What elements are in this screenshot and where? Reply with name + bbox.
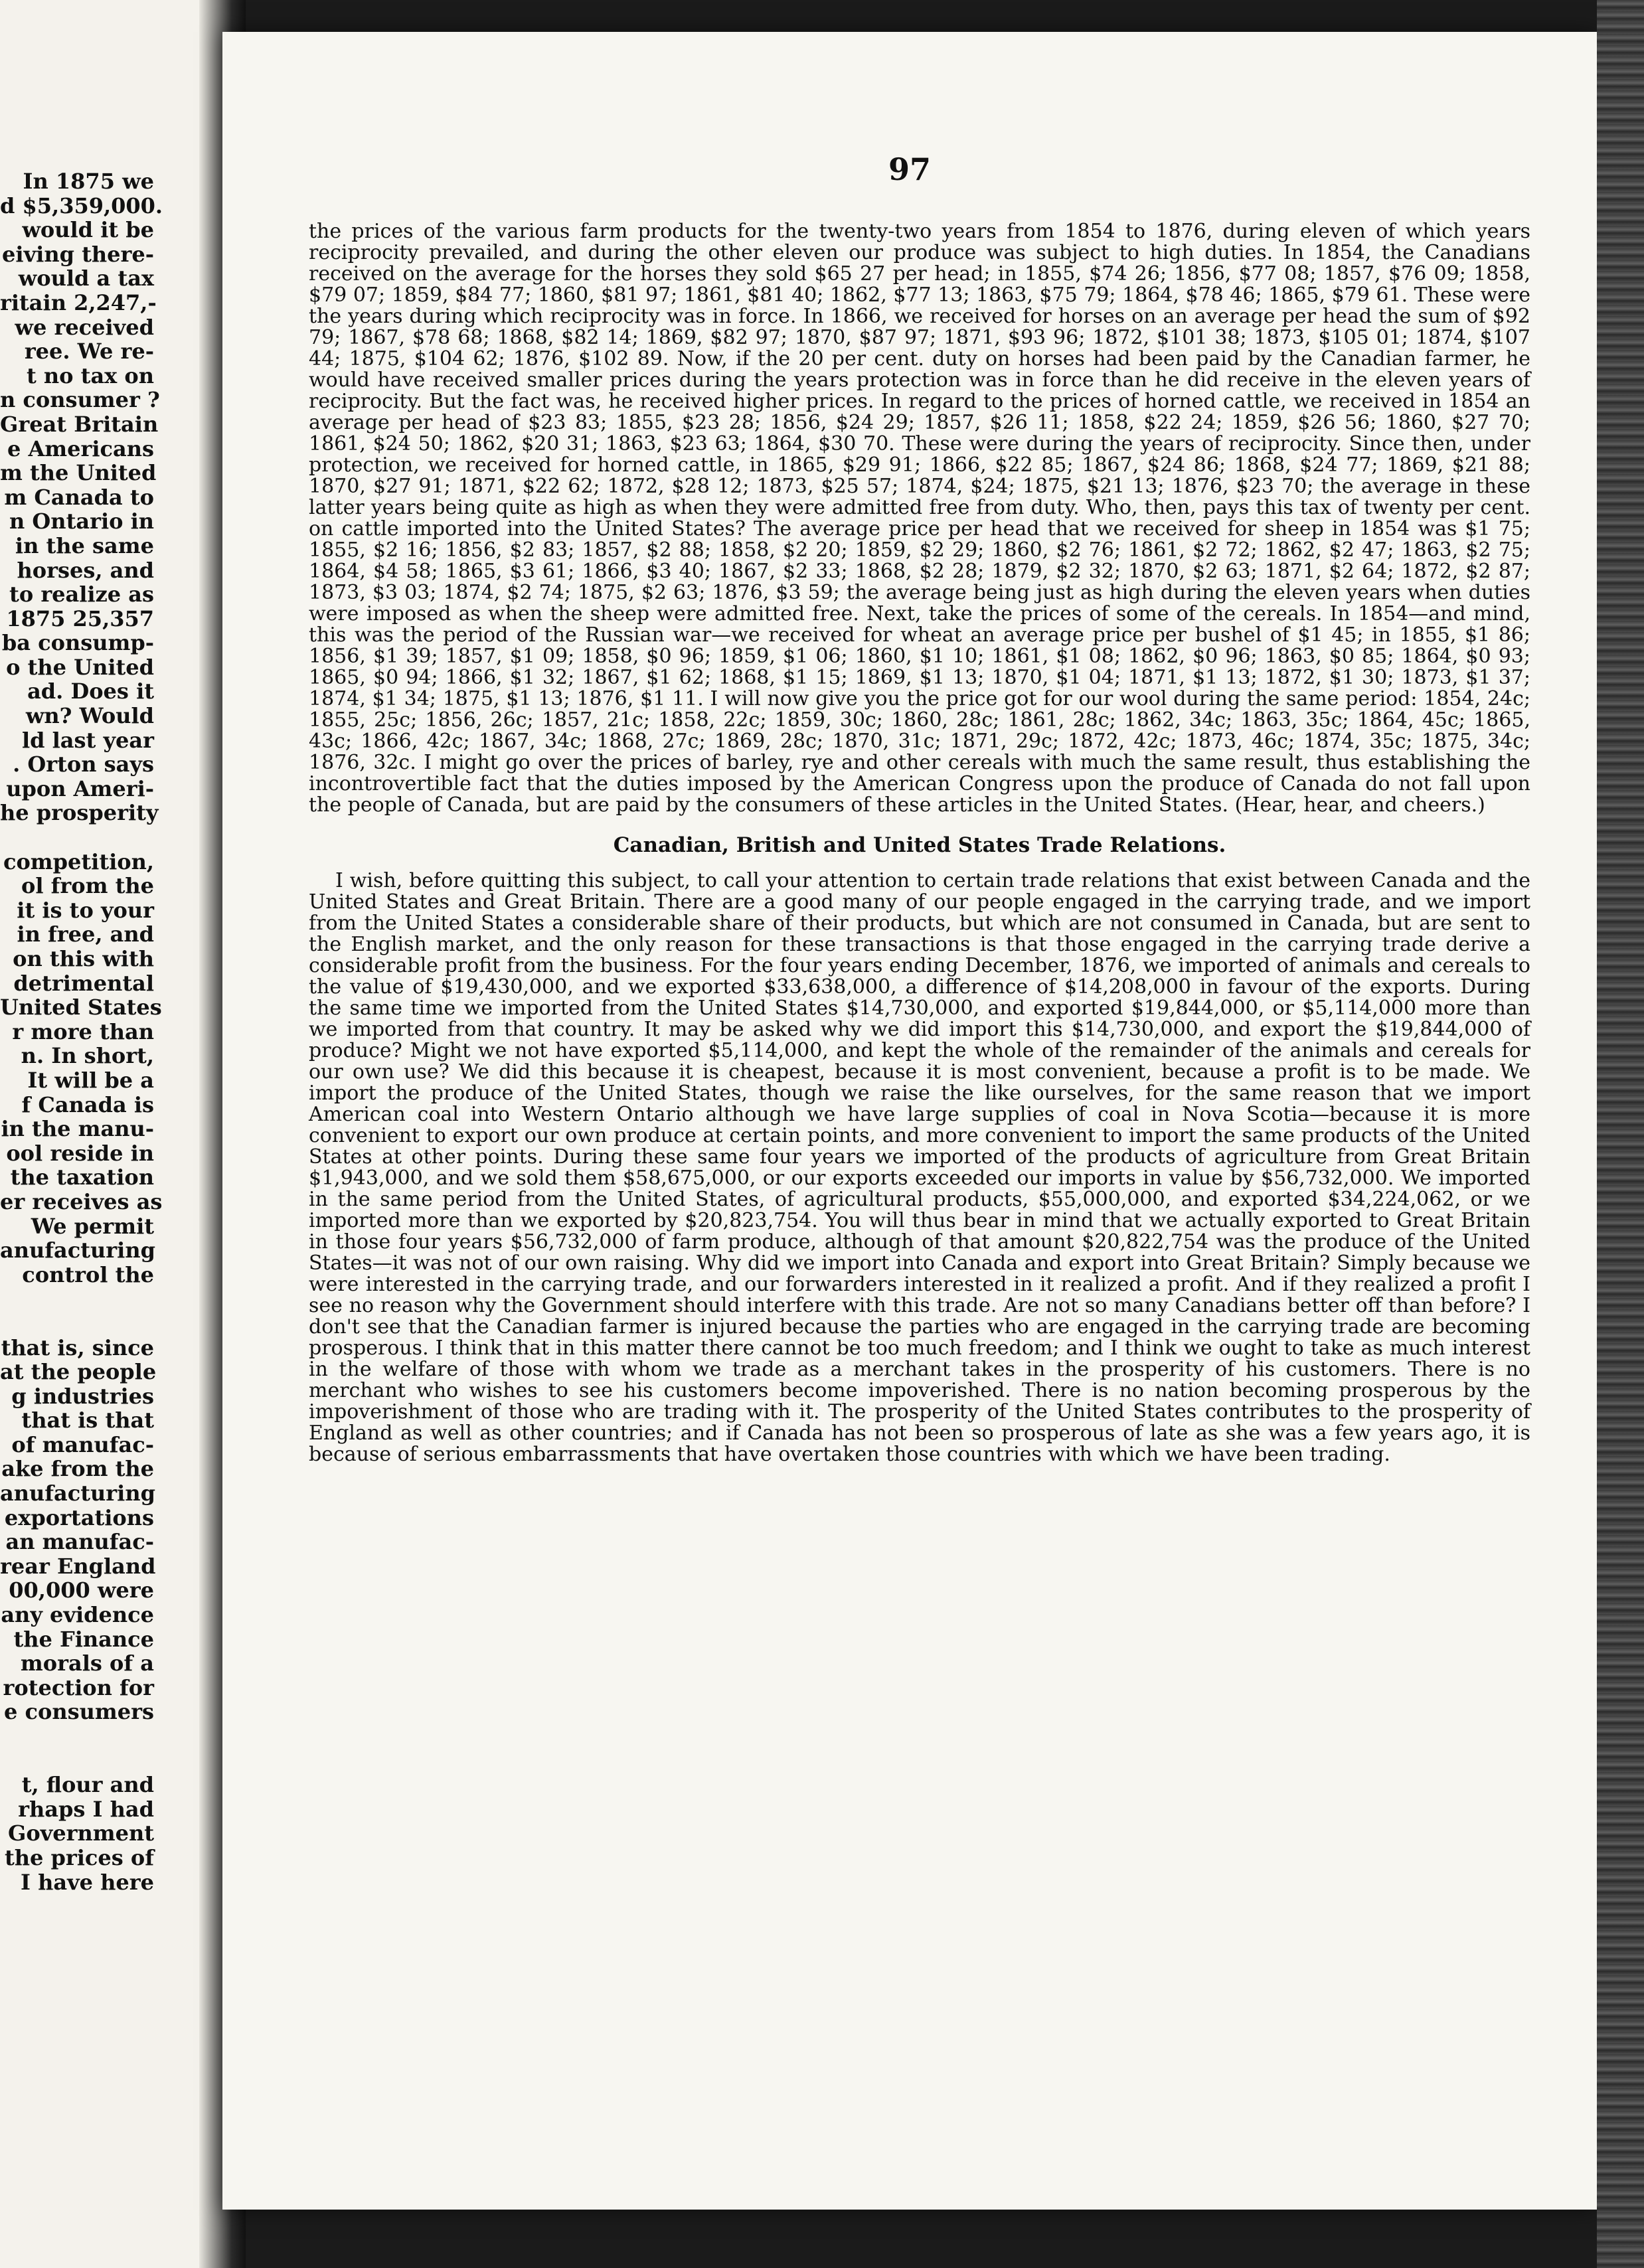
adjacent-page-line: rhaps I had — [18, 1796, 154, 1822]
adjacent-page-line: he prosperity — [0, 800, 159, 826]
adjacent-page-line: ritain 2,247,- — [0, 289, 157, 315]
adjacent-page-line: n Ontario in — [9, 509, 154, 534]
line-gap — [0, 1749, 154, 1773]
adjacent-page-line: ool reside in — [6, 1140, 154, 1166]
section-heading: Canadian, British and United States Trade Relations. — [613, 833, 1226, 857]
adjacent-page-line: that is that — [21, 1408, 154, 1433]
adjacent-page-fragment — [0, 0, 222, 2268]
adjacent-page-line: m Canada to — [4, 484, 154, 510]
adjacent-page-line: r more than — [12, 1018, 154, 1044]
paragraph-farm-prices: the prices of the various farm products for the twenty-two years from 1854 to 1876, during eleven of which years reciprocity prevailed, and during the other eleven our produce was subject to high duties. In 1854, the Canadians received on the average for the horses they sold $65 27 per head; in 1855, $74 26; 1856, $77 08; 1857, $76 09; 1858, $79 07; 1859, $84 77; 1860, $81 97; 1861, $81 40; 1862, $77 13; 1863, $75 79; 1864, $78 46; 1865, $79 61. These were the years during which reciprocity was in force. In 1866, we received for horses on an average per head the sum of $92 79; 1867, $78 68; 1868, $82 14; 1869, $82 97; 1870, $87 97; 1871, $93 96; 1872, $101 38; 1873, $105 01; 1874, $107 44; 1875, $104 62; 1876, $102 89. Now, if the 20 per cent. duty on horses had been paid by the Canadian farmer, he would have received smaller prices during the years protection was in force than he did receive in the eleven years of reciprocity. But the fact was, he received higher prices. In regard to the prices of horned cattle, we received in 1854 an average per head of $23 83; 1855, $23 28; 1856, $24 29; 1857, $26 11; 1858, $22 24; 1859, $26 56; 1860, $27 70; 1861, $24 50; 1862, $20 31; 1863, $23 63; 1864, $30 70. These were during the years of reciprocity. Since then, under protection, we received for horned cattle, in 1865, $29 91; 1866, $22 85; 1867, $24 86; 1868, $24 77; 1869, $21 88; 1870, $27 91; 1871, $22 62; 1872, $28 12; 1873, $25 57; 1874, $24; 1875, $21 13; 1876, $23 70; the average in these latter years being quite as high as when they were admitted free from duty. Who, then, pays this tax of twenty per cent. on cattle imported into the United States? The average price per head that we received for sheep in 1854 was $1 75; 1855, $2 16; 1856, $2 83; 1857, $2 88; 1858, $2 20; 1859, $2 29; 1860, $2 76; 1861, $2 72; 1862, $2 47; 1863, $2 75; 1864, $4 58; 1865, $3 61; 1866, $3 40; 1867, $2 33; 1868, $2 28; 1879, $2 32; 1870, $2 63; 1871, $2 64; 1872, $2 87; 1873, $3 03; 1874, $2 74; 1875, $2 63; 1876, $3 59; the average being just as high during the eleven years when duties were imposed as when the sheep were admitted free. Next, take the prices of some of the cereals. In 1854—and mind, this was the period of the Russian war—we received for wheat an average price per bushel of $1 45; in 1855, $1 86; 1856, $1 39; 1857, $1 09; 1858, $0 96; 1859, $1 06; 1860, $1 10; 1861, $1 08; 1862, $0 96; 1863, $0 85; 1864, $0 93; 1865, $0 94; 1866, $1 32; 1867, $1 62; 1868, $1 15; 1869, $1 13; 1870, $1 04; 1871, $1 13; 1872, $1 30; 1873, $1 37; 1874, $1 34; 1875, $1 13; 1876, $1 11. I will now give you the price got for our wool during the same period: 1854, 24c; 1855, 25c; 1856, 26c; 1857, 21c; 1858, 22c; 1859, 30c; 1860, 28c; 1861, 28c; 1862, 34c; 1863, 35c; 1864, 45c; 1865, 43c; 1866, 42c; 1867, 34c; 1868, 27c; 1869, 28c; 1870, 31c; 1871, 29c; 1872, 42c; 1873, 46c; 1874, 35c; 1875, 34c; 1876, 32c. I might go over the prices of barley, rye and other cereals with much the same result, thus establishing the incontrovertible fact that the duties imposed by the American Congress upon the produce of Canada do not fall upon the people of Canada, but are paid by the consumers of these articles in the United States. (Hear, hear, and cheers.) — [309, 220, 1530, 817]
adjacent-page-line: n. In short, — [21, 1043, 154, 1069]
adjacent-page-line: on this with — [13, 946, 154, 971]
adjacent-page-line: to realize as — [9, 582, 154, 608]
adjacent-page-line: the taxation — [10, 1165, 154, 1190]
adjacent-page-line: it is to your — [17, 897, 154, 923]
adjacent-page-line: t no tax on — [26, 363, 154, 388]
adjacent-page-line: rotection for — [3, 1674, 154, 1700]
adjacent-page-line: the Finance — [13, 1626, 154, 1652]
adjacent-page-line: any evidence — [1, 1602, 154, 1628]
adjacent-page-line: ba consump- — [1, 630, 154, 656]
adjacent-page-line: m the United — [0, 460, 157, 486]
adjacent-page-line: at the people — [0, 1359, 157, 1385]
adjacent-page-line: ake from the — [1, 1456, 154, 1482]
adjacent-page-line: g industries — [11, 1383, 154, 1409]
adjacent-page-line: horses, and — [17, 557, 154, 583]
adjacent-page-line: o the United — [6, 654, 154, 680]
page-stack-edge — [1597, 0, 1644, 2268]
adjacent-page-text-column — [0, 169, 163, 1895]
adjacent-page-line: competition, — [3, 849, 154, 874]
adjacent-page-line: of manufac- — [11, 1431, 154, 1457]
adjacent-page-line: in free, and — [17, 922, 154, 947]
adjacent-page-line: morals of a — [20, 1651, 154, 1676]
adjacent-page-line: United States — [0, 995, 162, 1020]
adjacent-page-line: in the manu- — [1, 1116, 154, 1142]
adjacent-page-line: we received — [15, 314, 154, 340]
adjacent-page-line: would a tax — [18, 266, 154, 291]
adjacent-page-line: upon Ameri- — [6, 775, 154, 801]
page-number: 97 — [888, 151, 931, 187]
adjacent-page-line: ld last year — [21, 727, 154, 753]
adjacent-page-line: wn? Would — [25, 703, 154, 729]
adjacent-page-line: anufacturing — [0, 1238, 155, 1263]
adjacent-page-line: in the same — [15, 532, 154, 558]
adjacent-page-line: ree. We re- — [24, 339, 154, 364]
line-gap — [0, 825, 154, 850]
adjacent-page-line: exportations — [4, 1504, 154, 1530]
adjacent-page-line: It will be a — [27, 1067, 154, 1093]
adjacent-page-line: We permit — [31, 1213, 154, 1239]
document-page — [222, 32, 1597, 2210]
adjacent-page-line: that is, since — [1, 1335, 154, 1360]
adjacent-page-line: In 1875 we — [23, 169, 154, 194]
adjacent-page-line: . Orton says — [13, 752, 154, 777]
adjacent-page-line: Great Britain — [0, 411, 159, 437]
adjacent-page-line: d $5,359,000. — [0, 193, 163, 218]
adjacent-page-line: I have here — [20, 1869, 154, 1895]
adjacent-page-line: ol from the — [21, 873, 154, 899]
page-body — [309, 221, 1530, 1484]
adjacent-page-line: f Canada is — [21, 1092, 154, 1117]
adjacent-page-line: Government — [7, 1821, 154, 1846]
adjacent-page-line: 00,000 were — [9, 1578, 154, 1603]
adjacent-page-line: e Americans — [7, 436, 154, 461]
adjacent-page-line: ad. Does it — [27, 679, 154, 704]
paragraph-trade-relations: I wish, before quitting this subject, to call your attention to certain trade relations that exist between Canada and the United States and Great Britain. There are a good many of our people engaged in the carrying trade, and we import from the United States a considerable share of their products, but which are not consumed in Canada, but are sent to the English market, and the only reason for these transactions is that those engaged in the carrying trade derive a considerable profit from the business. For the four years ending December, 1876, we imported of animals and cereals to the value of $19,430,000, and we exported $33,638,000, a difference of $14,208,000 in favour of the exports. During the same time we imported from the United States $14,730,000, and exported $19,844,000, or $5,114,000 more than we imported from that country. It may be asked why we did import this $14,730,000, and export the $19,844,000 of produce? Might we not have exported $5,114,000, and kept the whole of the remainder of the animals and cereals for our own use? We did this because it is cheapest, because it is most convenient, because a profit is to be made. We import the produce of the United States, though we raise the like ourselves, for the same reason that we import American coal into Western Ontario although we have large supplies of coal in Nova Scotia—because it is more convenient to export our own produce at certain points, and more convenient to import the same products of the United States at other points. During these same four years we imported of the products of agriculture from Great Britain $1,943,000, and we sold them $58,675,000, or our exports exceeded our imports in value by $56,732,000. We imported in the same period from the United States, of agricultural products, $55,000,000, and exported $34,224,062, or we imported more than we exported by $20,823,754. You will thus bear in mind that we actually exported to Great Britain in those four years $56,732,000 of farm produce, although of that amount $20,822,754 was the produce of the United States—it was not of our own raising. Why did we import into Canada and export into Great Britain? Simply because we were interested in the carrying trade, and our forwarders interested in it realized a profit. And if they realized a profit I see no reason why the Government should interfere with this trade. Are not so many Canadians better off than before? I don't see that the Canadian farmer is injured because the parties who are engaged in the carrying trade are becoming prosperous. I think that in this matter there cannot be too much freedom; and I think we ought to take as much interest in the welfare of those with whom we trade as a merchant takes in the prosperity of his customers. There is no merchant who wishes to see his customers become impoverished. There is no nation becoming prosperous by the impoverishment of those who are trading with it. The prosperity of the United States contributes to the prosperity of England as well as other countries; and if Canada has not been so prosperous of late as she was a few years ago, it is because of serious embarrassments that have overtaken those countries with which we have been trading. — [309, 869, 1530, 1466]
adjacent-page-line: eiving there- — [2, 241, 154, 267]
line-gap — [0, 1311, 154, 1336]
line-gap — [0, 1724, 154, 1749]
adjacent-page-line: e consumers — [4, 1699, 154, 1725]
adjacent-page-line: er receives as — [0, 1188, 163, 1214]
adjacent-page-line: an manufac- — [5, 1529, 154, 1555]
adjacent-page-line: would it be — [22, 217, 154, 243]
adjacent-page-line: anufacturing — [0, 1481, 155, 1506]
adjacent-page-line: t, flour and — [21, 1772, 154, 1798]
adjacent-page-line: the prices of — [4, 1844, 154, 1870]
adjacent-page-line: 1875 25,357 — [6, 606, 154, 631]
adjacent-page-line: detrimental — [13, 970, 154, 996]
adjacent-page-line: n consumer ? — [0, 387, 160, 413]
adjacent-page-line: control the — [22, 1261, 154, 1287]
line-gap — [0, 1287, 154, 1311]
adjacent-page-line: rear England — [0, 1553, 156, 1579]
